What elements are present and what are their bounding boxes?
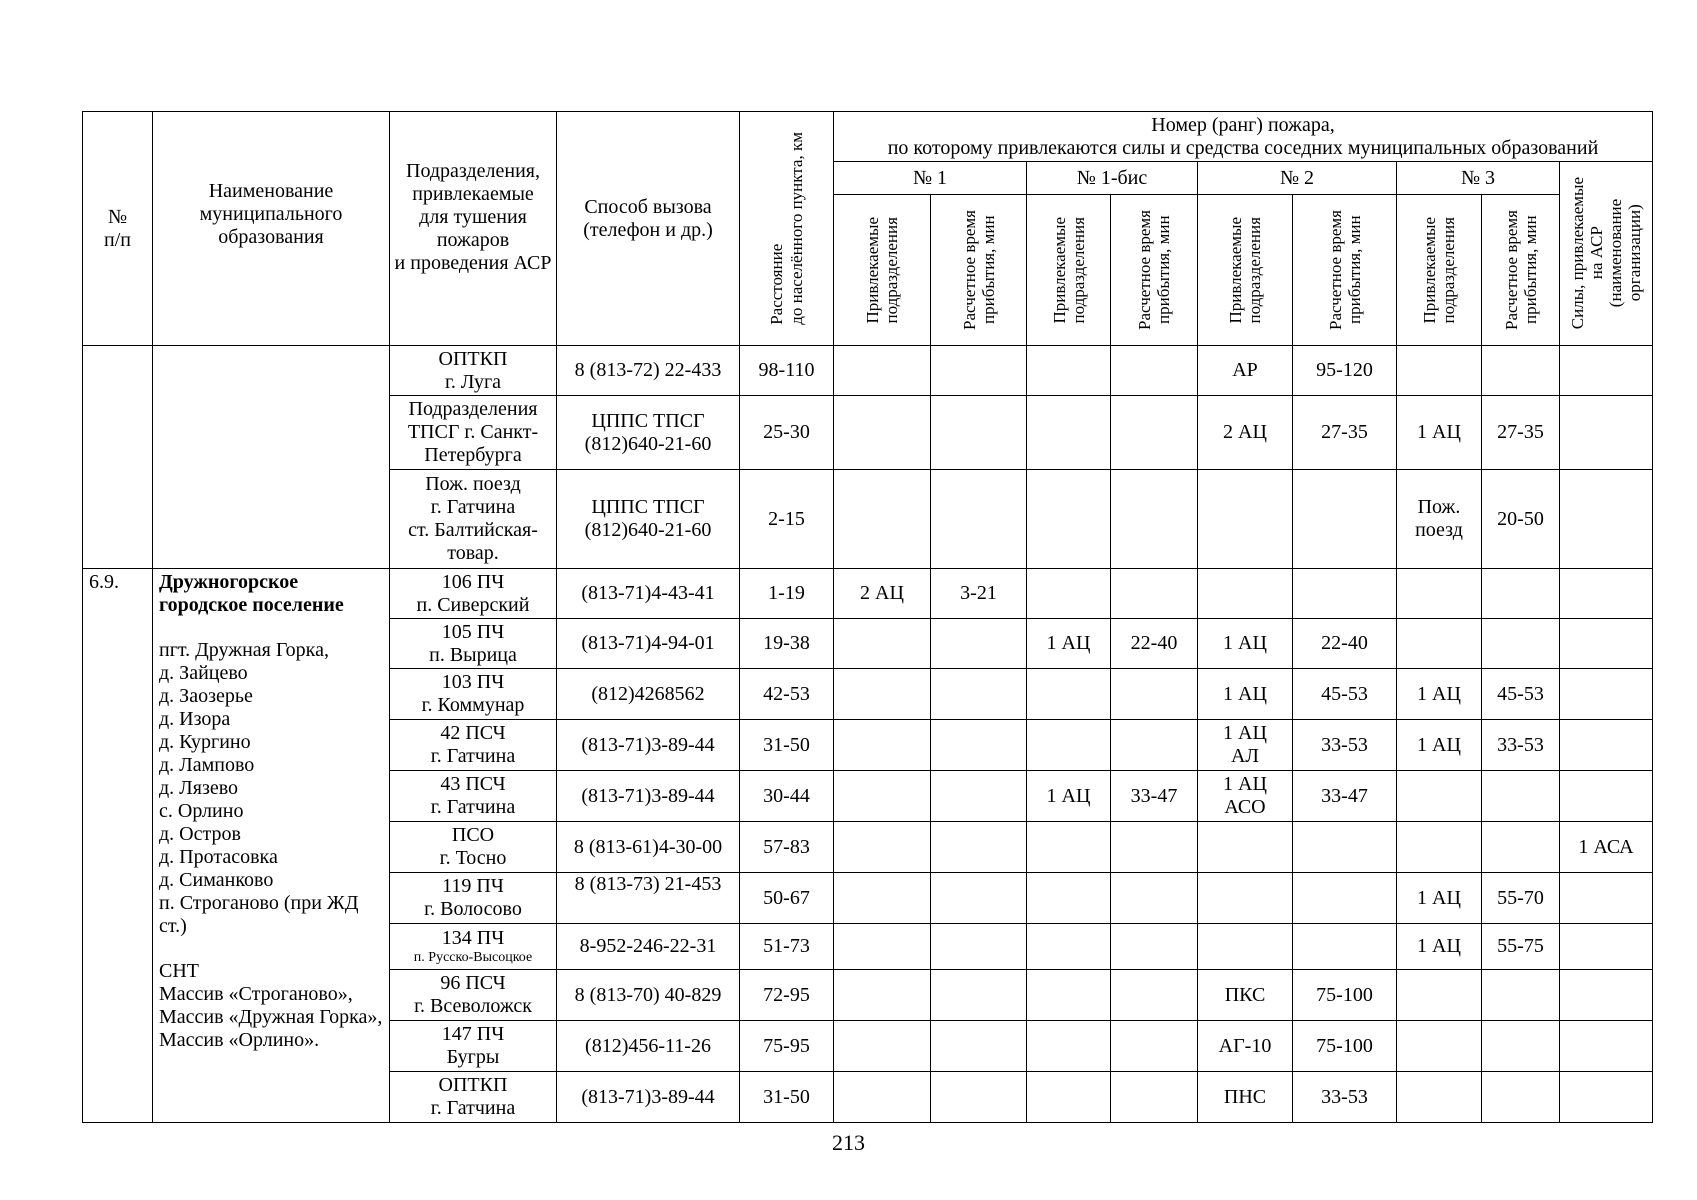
distance-cell: 75-95	[740, 1021, 834, 1072]
header-asr-label: Силы, привлекаемые на АСР (наименование организации)	[1568, 177, 1644, 330]
distance-cell: 72-95	[740, 970, 834, 1021]
header-r1-time: Расчетное время прибытия, мин	[931, 195, 1027, 346]
distance-cell: 19-38	[740, 619, 834, 669]
unit-cell: 43 ПСЧ г. Гатчина	[390, 771, 557, 822]
call-cell: ЦППС ТПСГ (812)640-21-60	[557, 470, 740, 569]
distance-cell: 98-110	[740, 346, 834, 396]
municipality-cell	[153, 569, 390, 1123]
table-row: 42 ПСЧ г. Гатчина (813-71)3-89-44 31-50 1 АЦ АЛ 33-53 1 АЦ 33-53	[83, 720, 1653, 771]
unit-cell: ОПТКП г. Луга	[390, 346, 557, 396]
table-row: 96 ПСЧ г. Всеволожск 8 (813-70) 40-829 72-95 ПКС 75-100	[83, 970, 1653, 1021]
header-r3-time: Расчетное время прибытия, мин	[1482, 195, 1560, 346]
unit-cell: 106 ПЧ п. Сиверский	[390, 569, 557, 619]
header-distance	[740, 112, 834, 346]
table-row: 43 ПСЧ г. Гатчина (813-71)3-89-44 30-44 1 АЦ 33-47 1 АЦ АСО 33-47	[83, 771, 1653, 822]
call-cell: ЦППС ТПСГ (812)640-21-60	[557, 396, 740, 470]
page-number: 213	[832, 1130, 865, 1155]
table-row: ПСО г. Тосно 8 (813-61)4-30-00 57-83 1 АСА	[83, 822, 1653, 873]
header-r1bis-units: Привлекаемые подразделения	[1027, 195, 1111, 346]
num-cell-empty	[83, 346, 153, 569]
call-cell: (812)4268562	[557, 669, 740, 720]
call-cell: (813-71)3-89-44	[557, 720, 740, 771]
municipality-cell-empty	[153, 346, 390, 569]
table-row: 147 ПЧ Бугры (812)456-11-26 75-95 АГ-10 75-100	[83, 1021, 1653, 1072]
unit-cell: Пож. поезд г. Гатчина ст. Балтийская- товар.	[390, 470, 557, 569]
header-rank-1: № 1	[834, 162, 1027, 195]
header-municipality: Наименование муниципального образования	[153, 112, 390, 346]
header-r1bis-time: Расчетное время прибытия, мин	[1111, 195, 1198, 346]
call-cell: 8-952-246-22-31	[557, 924, 740, 970]
header-rank-3: № 3	[1397, 162, 1560, 195]
call-cell: 8 (813-73) 21-453	[557, 873, 740, 924]
unit-cell: ОПТКП г. Гатчина	[390, 1072, 557, 1123]
header-r3-units: Привлекаемые подразделения	[1397, 195, 1482, 346]
call-cell: (813-71)4-94-01	[557, 619, 740, 669]
distance-cell: 2-15	[740, 470, 834, 569]
unit-cell: 42 ПСЧ г. Гатчина	[390, 720, 557, 771]
header-r2-time: Расчетное время прибытия, мин	[1293, 195, 1397, 346]
table-row: Подразделения ТПСГ г. Санкт- Петербурга ЦППС ТПСГ (812)640-21-60 25-30 2 АЦ 27-35 1 АЦ 27-35	[83, 396, 1653, 470]
header-rank-2: № 2	[1198, 162, 1397, 195]
call-cell: 8 (813-72) 22-433	[557, 346, 740, 396]
header-units: Подразделения, привлекаемые для тушения пожаров и проведения АСР	[390, 112, 557, 346]
unit-cell: 103 ПЧ г. Коммунар	[390, 669, 557, 720]
call-cell: (812)456-11-26	[557, 1021, 740, 1072]
call-cell: 8 (813-70) 40-829	[557, 970, 740, 1021]
call-cell: 8 (813-61)4-30-00	[557, 822, 740, 873]
header-r2-units: Привлекаемые подразделения	[1198, 195, 1293, 346]
distance-cell: 1-19	[740, 569, 834, 619]
header-rank-1bis: № 1-бис	[1027, 162, 1198, 195]
header-r1-units: Привлекаемые подразделения	[834, 195, 931, 346]
distance-cell: 31-50	[740, 720, 834, 771]
table-row: 119 ПЧ г. Волосово 8 (813-73) 21-453 50-67 1 АЦ 55-70	[83, 873, 1653, 924]
unit-cell: 96 ПСЧ г. Всеволожск	[390, 970, 557, 1021]
unit-cell: 119 ПЧ г. Волосово	[390, 873, 557, 924]
distance-cell: 50-67	[740, 873, 834, 924]
table-row: 103 ПЧ г. Коммунар (812)4268562 42-53 1 АЦ 45-53 1 АЦ 45-53	[83, 669, 1653, 720]
distance-cell: 57-83	[740, 822, 834, 873]
distance-cell: 51-73	[740, 924, 834, 970]
call-cell: (813-71)3-89-44	[557, 771, 740, 822]
header-call-method: Способ вызова (телефон и др.)	[557, 112, 740, 346]
header-num: № п/п	[83, 112, 153, 346]
unit-cell: ПСО г. Тосно	[390, 822, 557, 873]
unit-cell: 147 ПЧ Бугры	[390, 1021, 557, 1072]
distance-cell: 30-44	[740, 771, 834, 822]
table-row: 6.9. Дружногорское городское поселение пгт. Дружная Горка, д. Зайцево д. Заозерье д. Изора д. Кургино д. Лампово д. Лязево с. Орлино д. Остров д. Протасовка д. Симанково п. Строганово (при ЖД ст.) СНТ Массив «Строганово», Массив «Дружная Горка», Массив «Орлино». 106 ПЧ п. Сиверский (813-71)4-43-41 1-19 2 АЦ 3-21	[83, 569, 1653, 619]
distance-cell: 42-53	[740, 669, 834, 720]
snt-list: СНТ Массив «Строганово», Массив «Дружная Горка», Массив «Орлино».	[159, 960, 383, 1051]
table-row: ОПТКП г. Гатчина (813-71)3-89-44 31-50 ПНС 33-53	[83, 1072, 1653, 1123]
distance-cell: 25-30	[740, 396, 834, 470]
unit-cell: 134 ПЧ п. Русско-Высоцкое	[390, 924, 557, 970]
unit-cell: Подразделения ТПСГ г. Санкт- Петербурга	[390, 396, 557, 470]
fire-forces-table	[82, 111, 1653, 1123]
header-distance-label: Расстояние до населённого пункта, км	[766, 132, 806, 325]
table-row: ОПТКП г. Луга 8 (813-72) 22-433 98-110 АР 95-120	[83, 346, 1653, 396]
settlement-list: пгт. Дружная Горка, д. Зайцево д. Заозерье д. Изора д. Кургино д. Лампово д. Лязево с. Орлино д. Остров д. Протасовка д. Симанково п. Строганово (при ЖД ст.)	[159, 639, 359, 937]
header-asr	[1560, 162, 1653, 346]
municipality-title: Дружногорское городское поселение	[159, 571, 344, 616]
distance-cell: 31-50	[740, 1072, 834, 1123]
section-number: 6.9.	[83, 569, 153, 1123]
header-fire-rank: Номер (ранг) пожара, по которому привлекаются силы и средства соседних муниципальных образований	[834, 112, 1653, 162]
table-row: 105 ПЧ п. Вырица (813-71)4-94-01 19-38 1 АЦ 22-40 1 АЦ 22-40	[83, 619, 1653, 669]
table-row: 134 ПЧ п. Русско-Высоцкое 8-952-246-22-31 51-73 1 АЦ 55-75	[83, 924, 1653, 970]
unit-cell: 105 ПЧ п. Вырица	[390, 619, 557, 669]
table-row: Пож. поезд г. Гатчина ст. Балтийская- товар. ЦППС ТПСГ (812)640-21-60 2-15 Пож. поезд 20-50	[83, 470, 1653, 569]
call-cell: (813-71)3-89-44	[557, 1072, 740, 1123]
call-cell: (813-71)4-43-41	[557, 569, 740, 619]
